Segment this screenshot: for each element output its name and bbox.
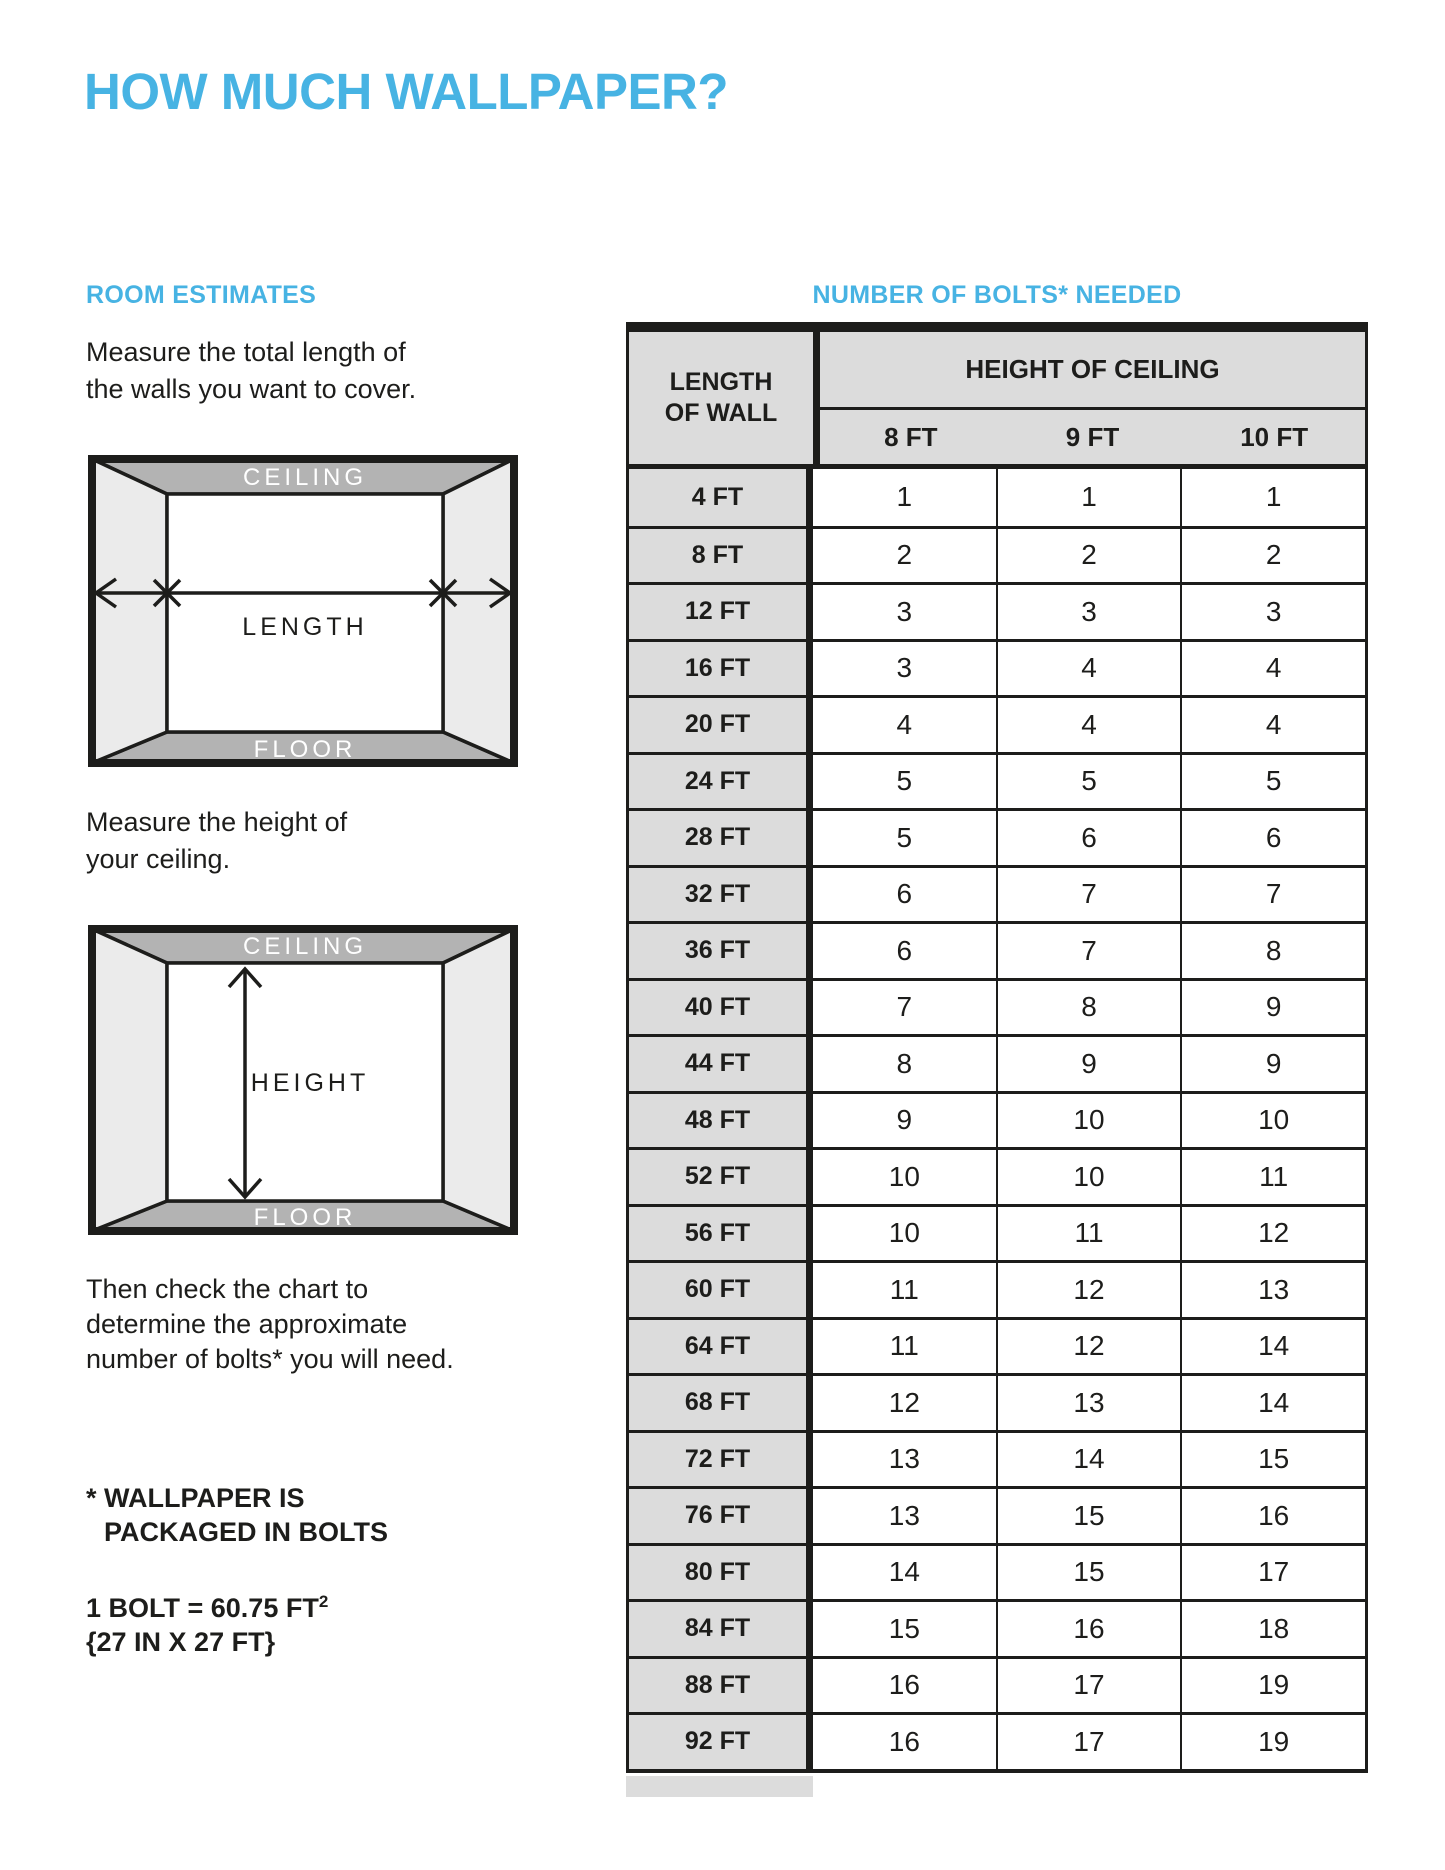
bolt-count-cell: 17 [996,1659,1181,1713]
bolt-count-cell: 15 [813,1602,996,1656]
wall-length-cell: 40 FT [629,981,813,1035]
instruction-line: Measure the height of [86,807,348,837]
table-bottom-stub [626,1776,813,1797]
wall-length-cell: 56 FT [629,1207,813,1261]
table-row [629,752,1365,809]
bolt-count-cell: 13 [996,1376,1181,1430]
wall-length-cell: 8 FT [629,529,813,583]
height-measure-label: HEIGHT [250,1069,370,1097]
column-header-10ft: 10 FT [1240,421,1309,452]
bolt-count-cell: 12 [996,1320,1181,1374]
table-row [629,1034,1365,1091]
bolt-count-cell: 17 [996,1715,1181,1769]
bolt-count-cell: 8 [813,1037,996,1091]
bolt-count-cell: 11 [813,1320,996,1374]
wall-length-cell: 32 FT [629,868,813,922]
bolt-count-cell: 15 [996,1546,1181,1600]
bolt-count-cell: 10 [1180,1094,1365,1148]
wall-length-cell: 68 FT [629,1376,813,1430]
bolt-count-cell: 5 [996,755,1181,809]
bolt-count-cell: 14 [813,1546,996,1600]
bolt-count-cell: 14 [1180,1320,1365,1374]
bolt-count-cell: 4 [996,642,1181,696]
note-line: * WALLPAPER IS [86,1483,305,1513]
wall-length-cell: 84 FT [629,1602,813,1656]
wall-length-cell: 48 FT [629,1094,813,1148]
wall-length-cell: 60 FT [629,1263,813,1317]
bolt-count-cell: 18 [1180,1602,1365,1656]
bolt-count-cell: 10 [813,1150,996,1204]
bolt-count-cell: 19 [1180,1659,1365,1713]
bolt-count-cell: 10 [813,1207,996,1261]
instruction-line: Then check the chart to [86,1274,369,1304]
table-body [629,469,1365,1769]
table-row [629,1260,1365,1317]
bolt-count-cell: 7 [996,924,1181,978]
bolt-count-cell: 16 [813,1659,996,1713]
bolt-count-cell: 4 [996,698,1181,752]
formula-line: 1 BOLT = 60.75 $FT^2$ [86,1592,329,1623]
bolt-count-cell: 9 [1180,1037,1365,1091]
instruction-measure-length [86,334,416,408]
table-row [629,695,1365,752]
bolt-count-cell: 14 [1180,1376,1365,1430]
table-row [629,1486,1365,1543]
bolt-count-cell: 11 [996,1207,1181,1261]
bolt-count-cell: 12 [1180,1207,1365,1261]
page-title: HOW MUCH WALLPAPER? [84,63,728,120]
instruction-line: Measure the total length of [86,337,406,367]
table-row [629,469,1365,526]
table-top-bar [629,322,1365,332]
wall-length-cell: 20 FT [629,698,813,752]
bolt-count-cell: 7 [813,981,996,1035]
instruction-measure-height [86,804,347,878]
bolt-count-cell: 1 [996,469,1181,526]
bolt-count-cell: 15 [996,1489,1181,1543]
room-length-diagram [88,455,518,767]
instruction-line: the walls you want to cover. [86,374,417,404]
bolt-count-cell: 1 [1180,469,1365,526]
wall-length-cell: 12 FT [629,585,813,639]
wall-length-header-cell [629,332,820,464]
bolt-count-cell: 6 [813,924,996,978]
table-row [629,1091,1365,1148]
wall-length-cell: 44 FT [629,1037,813,1091]
wall-header-line: LENGTH [669,368,773,396]
bolt-count-cell: 2 [813,529,996,583]
table-row [629,978,1365,1035]
wall-length-cell: 52 FT [629,1150,813,1204]
table-row [629,1204,1365,1261]
instruction-check-chart [86,1272,454,1377]
ceiling-height-header [820,332,1365,464]
bolt-count-cell: 7 [1180,868,1365,922]
bolt-count-cell: 12 [996,1263,1181,1317]
wall-length-cell: 28 FT [629,811,813,865]
column-header-9ft: 9 FT [1065,421,1120,452]
note-line: PACKAGED IN BOLTS [104,1517,389,1547]
ceiling-label: CEILING [242,464,368,491]
bolt-count-cell: 8 [1180,924,1365,978]
bolt-count-cell: 9 [813,1094,996,1148]
bolt-count-cell: 2 [1180,529,1365,583]
table-row [629,808,1365,865]
bolt-count-cell: 3 [813,585,996,639]
bolt-count-cell: 3 [813,642,996,696]
table-row [629,1147,1365,1204]
bolt-count-cell: 9 [996,1037,1181,1091]
right-wall-plane [443,459,514,763]
bolt-count-cell: 9 [1180,981,1365,1035]
bolt-count-cell: 15 [1180,1433,1365,1487]
bolt-count-cell: 12 [813,1376,996,1430]
bolt-count-cell: 6 [996,811,1181,865]
bolt-count-cell: 6 [813,868,996,922]
table-row [629,1656,1365,1713]
wall-length-cell: 16 FT [629,642,813,696]
instruction-line: determine the approximate [86,1309,408,1339]
instruction-line: number of bolts* you will need. [86,1344,454,1374]
table-row [629,526,1365,583]
bolt-count-cell: 5 [813,755,996,809]
table-bottom-bar [629,1769,1365,1773]
floor-label: FLOOR [253,1204,357,1231]
wall-length-cell: 24 FT [629,755,813,809]
wall-length-cell: 64 FT [629,1320,813,1374]
table-row [629,1543,1365,1600]
table-row [629,582,1365,639]
table-row [629,1599,1365,1656]
wallpaper-bolts-note [86,1481,388,1549]
bolt-count-cell: 11 [1180,1150,1365,1204]
superscript-2: 2 [318,1592,329,1611]
table-header [629,332,1365,464]
instruction-line: your ceiling. [86,844,231,874]
right-wall-plane [443,929,514,1231]
bolt-count-cell: 13 [813,1489,996,1543]
bolt-count-cell: 2 [996,529,1181,583]
bolt-count-cell: 3 [996,585,1181,639]
wall-length-cell: 92 FT [629,1715,813,1769]
table-row [629,1430,1365,1487]
length-measure-label: LENGTH [242,613,368,641]
bolt-count-cell: 17 [1180,1546,1365,1600]
wall-length-cell: 80 FT [629,1546,813,1600]
floor-label: FLOOR [253,736,357,763]
bolt-count-cell: 3 [1180,585,1365,639]
bolt-formula [86,1585,328,1659]
ceiling-height-group-header: HEIGHT OF CEILING [820,332,1365,410]
room-height-diagram [88,925,518,1235]
room-estimates-heading: ROOM ESTIMATES [86,281,317,309]
bolt-count-cell: 10 [996,1150,1181,1204]
bolt-count-cell: 16 [1180,1489,1365,1543]
table-row [629,865,1365,922]
table-row [629,921,1365,978]
bolt-count-cell: 8 [996,981,1181,1035]
bolt-count-cell: 13 [1180,1263,1365,1317]
table-row [629,1373,1365,1430]
wall-length-cell: 76 FT [629,1489,813,1543]
wall-length-cell: 72 FT [629,1433,813,1487]
wall-header-line: OF WALL [664,399,778,427]
bolt-count-cell: 16 [996,1602,1181,1656]
left-wall-plane [92,459,167,763]
bolt-count-cell: 13 [813,1433,996,1487]
wall-length-cell: 36 FT [629,924,813,978]
bolt-count-cell: 10 [996,1094,1181,1148]
ceiling-label: CEILING [242,933,368,960]
bolt-count-cell: 11 [813,1263,996,1317]
ceiling-height-subheader-row [820,410,1365,464]
wall-length-cell: 88 FT [629,1659,813,1713]
column-header-8ft: 8 FT [884,421,938,452]
bolts-table [626,322,1368,1773]
bolt-count-cell: 19 [1180,1715,1365,1769]
bolt-count-cell: 16 [813,1715,996,1769]
bolt-count-cell: 1 [813,469,996,526]
bolt-count-cell: 4 [1180,642,1365,696]
table-row [629,1317,1365,1374]
wall-length-cell: 4 FT [629,469,813,526]
bolt-count-cell: 5 [813,811,996,865]
left-wall-plane [92,929,167,1231]
table-row [629,1712,1365,1769]
bolts-needed-heading: NUMBER OF BOLTS* NEEDED [812,281,1182,309]
bolt-count-cell: 5 [1180,755,1365,809]
formula-line: {27 IN X 27 FT} [86,1627,276,1657]
table-row [629,639,1365,696]
bolt-count-cell: 4 [1180,698,1365,752]
bolt-count-cell: 4 [813,698,996,752]
bolt-count-cell: 7 [996,868,1181,922]
bolt-count-cell: 14 [996,1433,1181,1487]
bolt-count-cell: 6 [1180,811,1365,865]
